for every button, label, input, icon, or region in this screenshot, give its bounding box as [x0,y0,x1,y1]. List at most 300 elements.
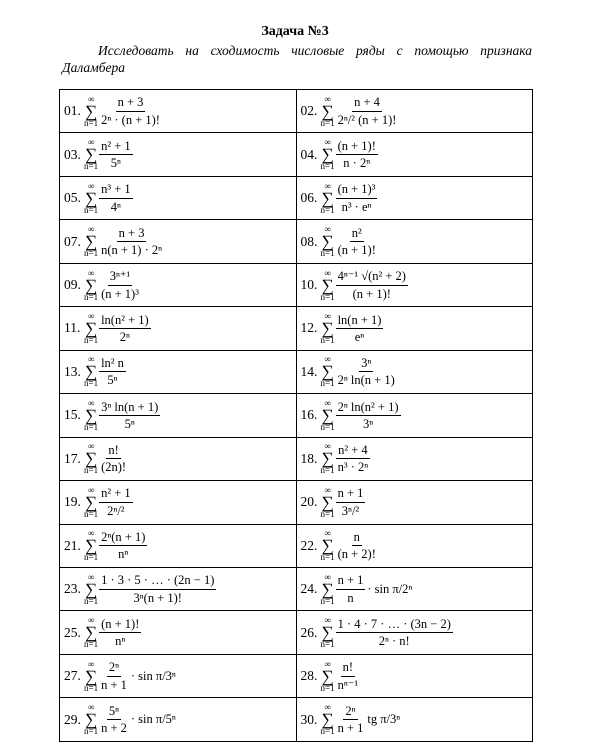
problem-item [64,481,296,523]
problem-cell [296,567,533,610]
fraction [336,660,361,692]
summation [84,529,98,562]
problem-cell [60,133,297,176]
numerator: ln(n + 1) [336,313,384,329]
numerator: 5ⁿ [107,704,121,720]
extra-factor: tg π/3ⁿ [367,712,401,727]
series-expression [321,442,371,475]
problem-cell [296,350,533,393]
series-expression [321,573,413,606]
extra-factor: · sin π/2ⁿ [367,581,413,596]
sigma-symbol: ∑ [321,145,334,165]
series-expression [84,399,160,432]
problem-cell [60,176,297,219]
denominator: n · 2ⁿ [343,156,371,171]
series-expression [321,138,378,171]
sigma-symbol: ∑ [84,318,98,338]
summation [321,182,335,215]
problem-item [301,438,533,480]
problem-number: 13. [64,363,81,379]
page-title: Задача №3 [261,24,329,39]
sigma-symbol: ∑ [321,362,334,382]
sigma-symbol: ∑ [84,145,98,165]
sum-lower-limit: n=1 [320,117,335,128]
problem-cell [296,263,533,306]
problem-number: 15. [64,407,81,423]
sum-upper-limit: ∞ [324,180,331,191]
problem-number: 05. [64,190,81,206]
series-expression [84,95,162,128]
summation [84,312,98,345]
fraction [99,269,141,301]
problem-number: 06. [300,190,318,206]
sigma-symbol: ∑ [84,579,98,599]
sum-lower-limit: n=1 [84,334,99,345]
instruction-text: Исследовать на сходимость числовые ряды с помощью признака Даламбера [62,43,532,75]
problem-item [301,177,533,219]
summation [84,138,98,171]
problem-item [301,307,533,349]
sum-lower-limit: n=1 [320,465,335,476]
problem-number: 29. [64,711,81,727]
problem-row [60,654,533,697]
problem-row [60,263,533,306]
sum-upper-limit: ∞ [324,484,331,495]
fraction [99,530,147,562]
fraction [336,443,371,475]
series-expression [84,616,141,649]
problem-number: 19. [64,494,81,510]
series-expression [321,486,366,519]
problem-number: 25. [64,624,81,640]
numerator: n! [341,660,355,676]
problem-item [301,655,533,697]
summation [321,616,335,649]
numerator: n + 1 [336,486,366,502]
sum-upper-limit: ∞ [87,571,95,582]
series-expression [84,182,133,215]
summation [321,486,335,519]
problem-number: 03. [64,146,81,162]
problem-cell [296,437,533,480]
sum-lower-limit: n=1 [320,595,335,606]
fraction [336,573,366,605]
problem-item [64,525,296,567]
sum-lower-limit: n=1 [84,726,99,737]
sum-upper-limit: ∞ [87,528,95,539]
sum-lower-limit: n=1 [84,595,99,606]
summation [84,486,98,519]
numerator: 4ⁿ⁻¹ √(n² + 2) [336,269,408,285]
sigma-symbol: ∑ [84,275,98,295]
problem-item [301,525,533,567]
problem-row [60,90,533,133]
series-expression [321,616,453,649]
denominator: 2ⁿ/² (n + 1)! [337,112,397,127]
problem-row [60,220,533,263]
sum-lower-limit: n=1 [84,682,99,693]
series-expression [321,269,408,302]
denominator: nⁿ [115,634,126,649]
numerator: ln(n² + 1) [99,313,151,329]
sum-upper-limit: ∞ [324,658,331,669]
denominator: 3ⁿ(n + 1)! [133,590,182,605]
problem-item [64,655,296,697]
problem-item [301,133,533,175]
summation [321,399,335,432]
summation [84,269,98,302]
numerator: 2ⁿ [343,704,357,720]
problem-item [64,568,296,610]
fraction [99,443,128,475]
problem-item [301,351,533,393]
sum-lower-limit: n=1 [320,204,335,215]
problem-row [60,176,533,219]
denominator: n³ · eⁿ [341,199,372,214]
problem-cell [60,567,297,610]
sigma-symbol: ∑ [321,710,334,730]
problem-number: 27. [64,668,81,684]
sum-lower-limit: n=1 [84,421,99,432]
summation [321,573,335,606]
problem-item [301,90,533,132]
numerator: ln² n [99,356,126,372]
summation [84,225,98,258]
problem-item [64,264,296,306]
problem-number: 16. [300,407,318,423]
sum-upper-limit: ∞ [87,484,95,495]
problem-number: 07. [64,233,81,249]
series-expression [84,573,216,606]
sum-upper-limit: ∞ [87,93,95,104]
fraction [336,530,378,562]
numerator: 2ⁿ(n + 1) [99,530,147,546]
sum-upper-limit: ∞ [324,702,331,713]
denominator: (n + 1)! [352,286,391,301]
denominator: n + 2 [101,721,127,736]
problem-item [301,264,533,306]
problem-item [64,133,296,175]
fraction [336,139,378,171]
problem-number: 11. [64,320,81,336]
sigma-symbol: ∑ [84,710,98,730]
problem-cell [296,133,533,176]
summation [84,660,98,693]
numerator: 1 · 4 · 7 · … · (3n − 2) [336,617,453,633]
sigma-symbol: ∑ [84,492,98,512]
numerator: 2ⁿ [107,660,121,676]
problem-number: 08. [300,233,318,249]
summation [84,703,98,736]
problem-number: 21. [64,537,81,553]
problem-cell [60,350,297,393]
fraction [99,226,164,258]
sigma-symbol: ∑ [84,405,98,425]
sum-upper-limit: ∞ [324,267,331,278]
problem-cell [60,654,297,697]
problem-cell [60,698,297,742]
problem-cell [60,220,297,263]
extra-factor: · sin π/5ⁿ [130,712,176,727]
sum-lower-limit: n=1 [320,291,335,302]
fraction [336,182,378,214]
denominator: 2ⁿ · (n + 1)! [101,112,160,127]
denominator: n + 1 [337,721,364,736]
summation [321,442,335,475]
sum-upper-limit: ∞ [324,137,331,148]
denominator: n + 1 [101,677,127,692]
problem-item [301,568,533,610]
numerator: 3ⁿ [359,356,373,372]
problem-row [60,307,533,350]
denominator: 5ⁿ [124,416,135,431]
sum-upper-limit: ∞ [324,441,331,452]
denominator: 5ⁿ [107,373,118,388]
fraction [99,486,133,518]
sum-upper-limit: ∞ [87,702,95,713]
numerator: n³ + 1 [99,182,133,198]
problem-cell [60,263,297,306]
problem-cell [296,698,533,742]
problem-item [64,611,296,653]
problem-item [301,394,533,436]
sigma-symbol: ∑ [84,449,98,469]
denominator: 5ⁿ [110,156,121,171]
denominator: n³ · 2ⁿ [337,460,369,475]
sum-upper-limit: ∞ [87,658,95,669]
sum-upper-limit: ∞ [324,354,331,365]
sigma-symbol: ∑ [321,666,334,686]
sigma-symbol: ∑ [84,362,98,382]
sum-upper-limit: ∞ [87,397,95,408]
series-expression [321,225,378,258]
denominator: (n + 1)³ [101,286,139,301]
problem-cell [60,481,297,524]
numerator: n² [350,226,364,242]
sum-upper-limit: ∞ [87,310,95,321]
problem-row [60,698,533,742]
problem-number: 30. [300,711,318,727]
series-expression [321,312,384,345]
problems-table [59,89,533,742]
problem-number: 17. [64,450,81,466]
summation [84,399,98,432]
summation [321,269,335,302]
fraction [99,400,160,432]
sum-lower-limit: n=1 [84,552,99,563]
problem-cell [296,481,533,524]
problem-item [64,177,296,219]
sum-lower-limit: n=1 [84,117,99,128]
series-expression [84,138,133,171]
numerator: (n + 1)! [99,617,141,633]
sigma-symbol: ∑ [84,232,98,252]
denominator: 3ⁿ [362,416,374,431]
sum-upper-limit: ∞ [87,354,95,365]
numerator: n² + 1 [99,139,133,155]
extra-factor: · sin π/3ⁿ [130,668,176,683]
problem-number: 24. [300,581,318,597]
numerator: 2ⁿ ln(n² + 1) [336,400,401,416]
sigma-symbol: ∑ [321,405,334,425]
fraction [99,617,141,649]
series-expression [84,442,128,475]
numerator: n² + 1 [99,486,133,502]
series-expression [321,529,378,562]
numerator: 3ⁿ ln(n + 1) [99,400,160,416]
problem-row [60,567,533,610]
sum-upper-limit: ∞ [324,224,331,235]
series-expression [84,312,151,345]
sum-upper-limit: ∞ [324,93,331,104]
summation [321,703,335,736]
problem-item [64,90,296,132]
fraction [336,617,453,649]
problem-number: 23. [64,581,81,597]
sigma-symbol: ∑ [321,449,334,469]
sum-lower-limit: n=1 [320,421,335,432]
numerator: (n + 1)³ [336,182,378,198]
fraction [99,139,133,171]
sum-lower-limit: n=1 [84,161,99,172]
summation [84,616,98,649]
sigma-symbol: ∑ [321,232,334,252]
problem-cell [60,437,297,480]
problem-number: 18. [300,450,318,466]
problem-number: 09. [64,277,81,293]
summation [84,95,98,128]
sigma-symbol: ∑ [84,623,98,643]
problem-cell [296,220,533,263]
problem-cell [296,176,533,219]
fraction [336,400,401,432]
series-expression [321,399,401,432]
sum-upper-limit: ∞ [324,310,331,321]
series-expression [84,355,126,388]
sum-upper-limit: ∞ [87,267,95,278]
problem-row [60,481,533,524]
series-expression [84,660,176,693]
sum-upper-limit: ∞ [87,615,95,626]
denominator: n(n + 1) · 2ⁿ [101,243,163,258]
numerator: n + 4 [352,95,382,111]
series-expression [84,529,147,562]
numerator: n [352,530,362,546]
sum-upper-limit: ∞ [87,137,95,148]
denominator: 2ⁿ [119,329,130,344]
problem-number: 20. [300,494,318,510]
numerator: n + 3 [117,226,147,242]
sum-lower-limit: n=1 [320,682,335,693]
series-expression [321,355,397,388]
sum-lower-limit: n=1 [84,204,99,215]
summation [321,529,335,562]
sigma-symbol: ∑ [321,579,334,599]
problem-cell [296,394,533,437]
summation [84,355,98,388]
sigma-symbol: ∑ [84,666,98,686]
problem-cell [296,654,533,697]
summation [321,355,335,388]
sum-upper-limit: ∞ [324,397,331,408]
series-expression [84,269,141,302]
problem-item [64,438,296,480]
sum-lower-limit: n=1 [320,552,335,563]
summation [321,138,335,171]
problem-row [60,350,533,393]
sum-lower-limit: n=1 [84,378,99,389]
fraction [336,356,397,388]
sum-lower-limit: n=1 [320,508,335,519]
fraction [99,660,129,692]
problem-item [64,220,296,262]
sum-upper-limit: ∞ [324,615,331,626]
problem-cell [296,307,533,350]
numerator: (n + 1)! [336,139,378,155]
problem-item [64,351,296,393]
problem-number: 10. [300,277,318,293]
sigma-symbol: ∑ [321,492,334,512]
problem-number: 26. [300,624,318,640]
sigma-symbol: ∑ [321,318,334,338]
denominator: 2ⁿ · n! [378,634,410,649]
problem-number: 04. [300,146,318,162]
series-expression [321,703,401,736]
summation [84,573,98,606]
problem-row [60,524,533,567]
fraction [99,95,162,127]
denominator: 3ⁿ/² [341,503,360,518]
denominator: nⁿ [118,547,129,562]
series-expression [84,225,164,258]
sum-lower-limit: n=1 [320,334,335,345]
sigma-symbol: ∑ [321,101,334,121]
denominator: eⁿ [354,329,365,344]
sum-lower-limit: n=1 [84,291,99,302]
sum-lower-limit: n=1 [320,378,335,389]
sigma-symbol: ∑ [321,188,334,208]
series-expression [84,703,176,736]
fraction [99,182,133,214]
numerator: 3ⁿ⁺¹ [108,269,133,285]
summation [321,312,335,345]
fraction [336,269,408,301]
problem-number: 12. [300,320,318,336]
sum-lower-limit: n=1 [84,465,99,476]
problem-item [301,611,533,653]
problem-cell [60,394,297,437]
denominator: 2ⁿ ln(n + 1) [337,373,395,388]
summation [321,95,335,128]
fraction [336,95,399,127]
fraction [336,313,384,345]
series-expression [321,95,399,128]
sum-upper-limit: ∞ [87,180,95,191]
sum-lower-limit: n=1 [84,639,99,650]
problem-cell [60,611,297,654]
denominator: nⁿ⁻¹ [337,677,359,692]
sum-upper-limit: ∞ [324,528,331,539]
sigma-symbol: ∑ [321,536,334,556]
denominator: 2ⁿ/² [107,503,125,518]
summation [84,182,98,215]
sigma-symbol: ∑ [84,188,98,208]
fraction [336,486,366,518]
problems-table-body [60,90,533,742]
numerator: n + 3 [116,95,146,111]
fraction [99,356,126,388]
problem-cell [60,524,297,567]
